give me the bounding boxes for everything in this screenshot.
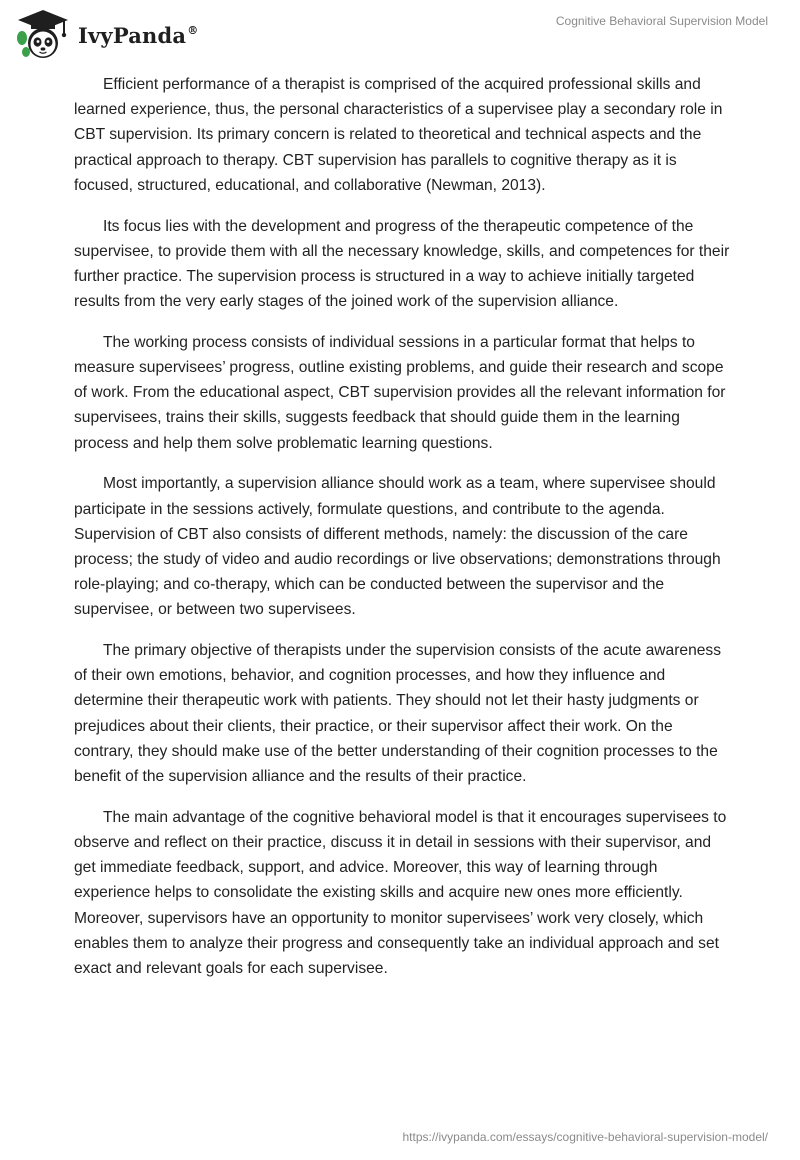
- panda-graduation-cap-icon: [14, 8, 72, 60]
- paragraph: The primary objective of therapists under the supervision consists of the acute awareness of their own emotions, behavior, and cognition processes, and how they influence and determine their therapeutic work with patients. They should not let their hasty judgments or prejudices about their clients, their practice, or their supervisor affect their work. On the contrary, they should make use of the better understanding of their cognition processes to the benefit of the supervision alliance and the results of their practice.: [74, 642, 722, 786]
- source-url[interactable]: https://ivypanda.com/essays/cognitive-behavioral-supervision-model/: [402, 1130, 768, 1144]
- paragraph: Most importantly, a supervision alliance should work as a team, where supervisee should participate in the sessions actively, formulate questions, and contribute to the agenda. Supervision of CBT also consists of different methods, namely: the discussion of the care process; the study of video and audio recordings or live observations; demonstrations through role-playing; and co-therapy, which can be conducted between the supervisor and the supervisee, or between two supervisees.: [74, 475, 721, 619]
- essay-body: [74, 72, 730, 997]
- paragraph: The working process consists of individual sessions in a particular format that helps to measure supervisees’ progress, outline existing problems, and guide their research and scope of work. From the educational aspect, CBT supervision provides all the relevant information for supervisees, trains their skills, suggests feedback that should guide them in the learning process and help them solve problematic learning questions.: [74, 333, 726, 452]
- page-header: [0, 0, 800, 70]
- registered-mark: ®: [187, 23, 199, 37]
- paragraph: Efficient performance of a therapist is comprised of the acquired professional skills and learned experience, thus, the personal characteristics of a supervisee play a secondary role in CBT supervision. Its primary concern is related to theoretical and technical aspects and the practical approach to therapy. CBT supervision has parallels to cognitive therapy as it is focused, structured, educational, and collaborative (Newman, 2013).: [74, 76, 723, 194]
- paragraph: The main advantage of the cognitive behavioral model is that it encourages supervisees to observe and reflect on their practice, discuss it in detail in sessions with their supervisor, and get immediate feedback, support, and advice. Moreover, this way of learning through experience helps to consolidate the existing skills and acquire new ones more efficiently. Moreover, supervisors have an opportunity to monitor supervisees’ work very closely, which enables them to analyze their progress and consequently take an individual approach and set exact and relevant goals for each supervisee.: [74, 808, 727, 977]
- brand-name: [78, 23, 198, 48]
- document-title: Cognitive Behavioral Supervision Model: [555, 14, 768, 28]
- brand-name-text: IvyPanda: [78, 22, 187, 48]
- brand-logo[interactable]: [14, 8, 198, 60]
- paragraph: Its focus lies with the development and progress of the therapeutic competence of the supervisee, to provide them with all the necessary knowledge, skills, and competences for their further practice. The supervision process is structured in a way to achieve initially targeted results from the very early stages of the joined work of the supervision alliance.: [74, 217, 730, 311]
